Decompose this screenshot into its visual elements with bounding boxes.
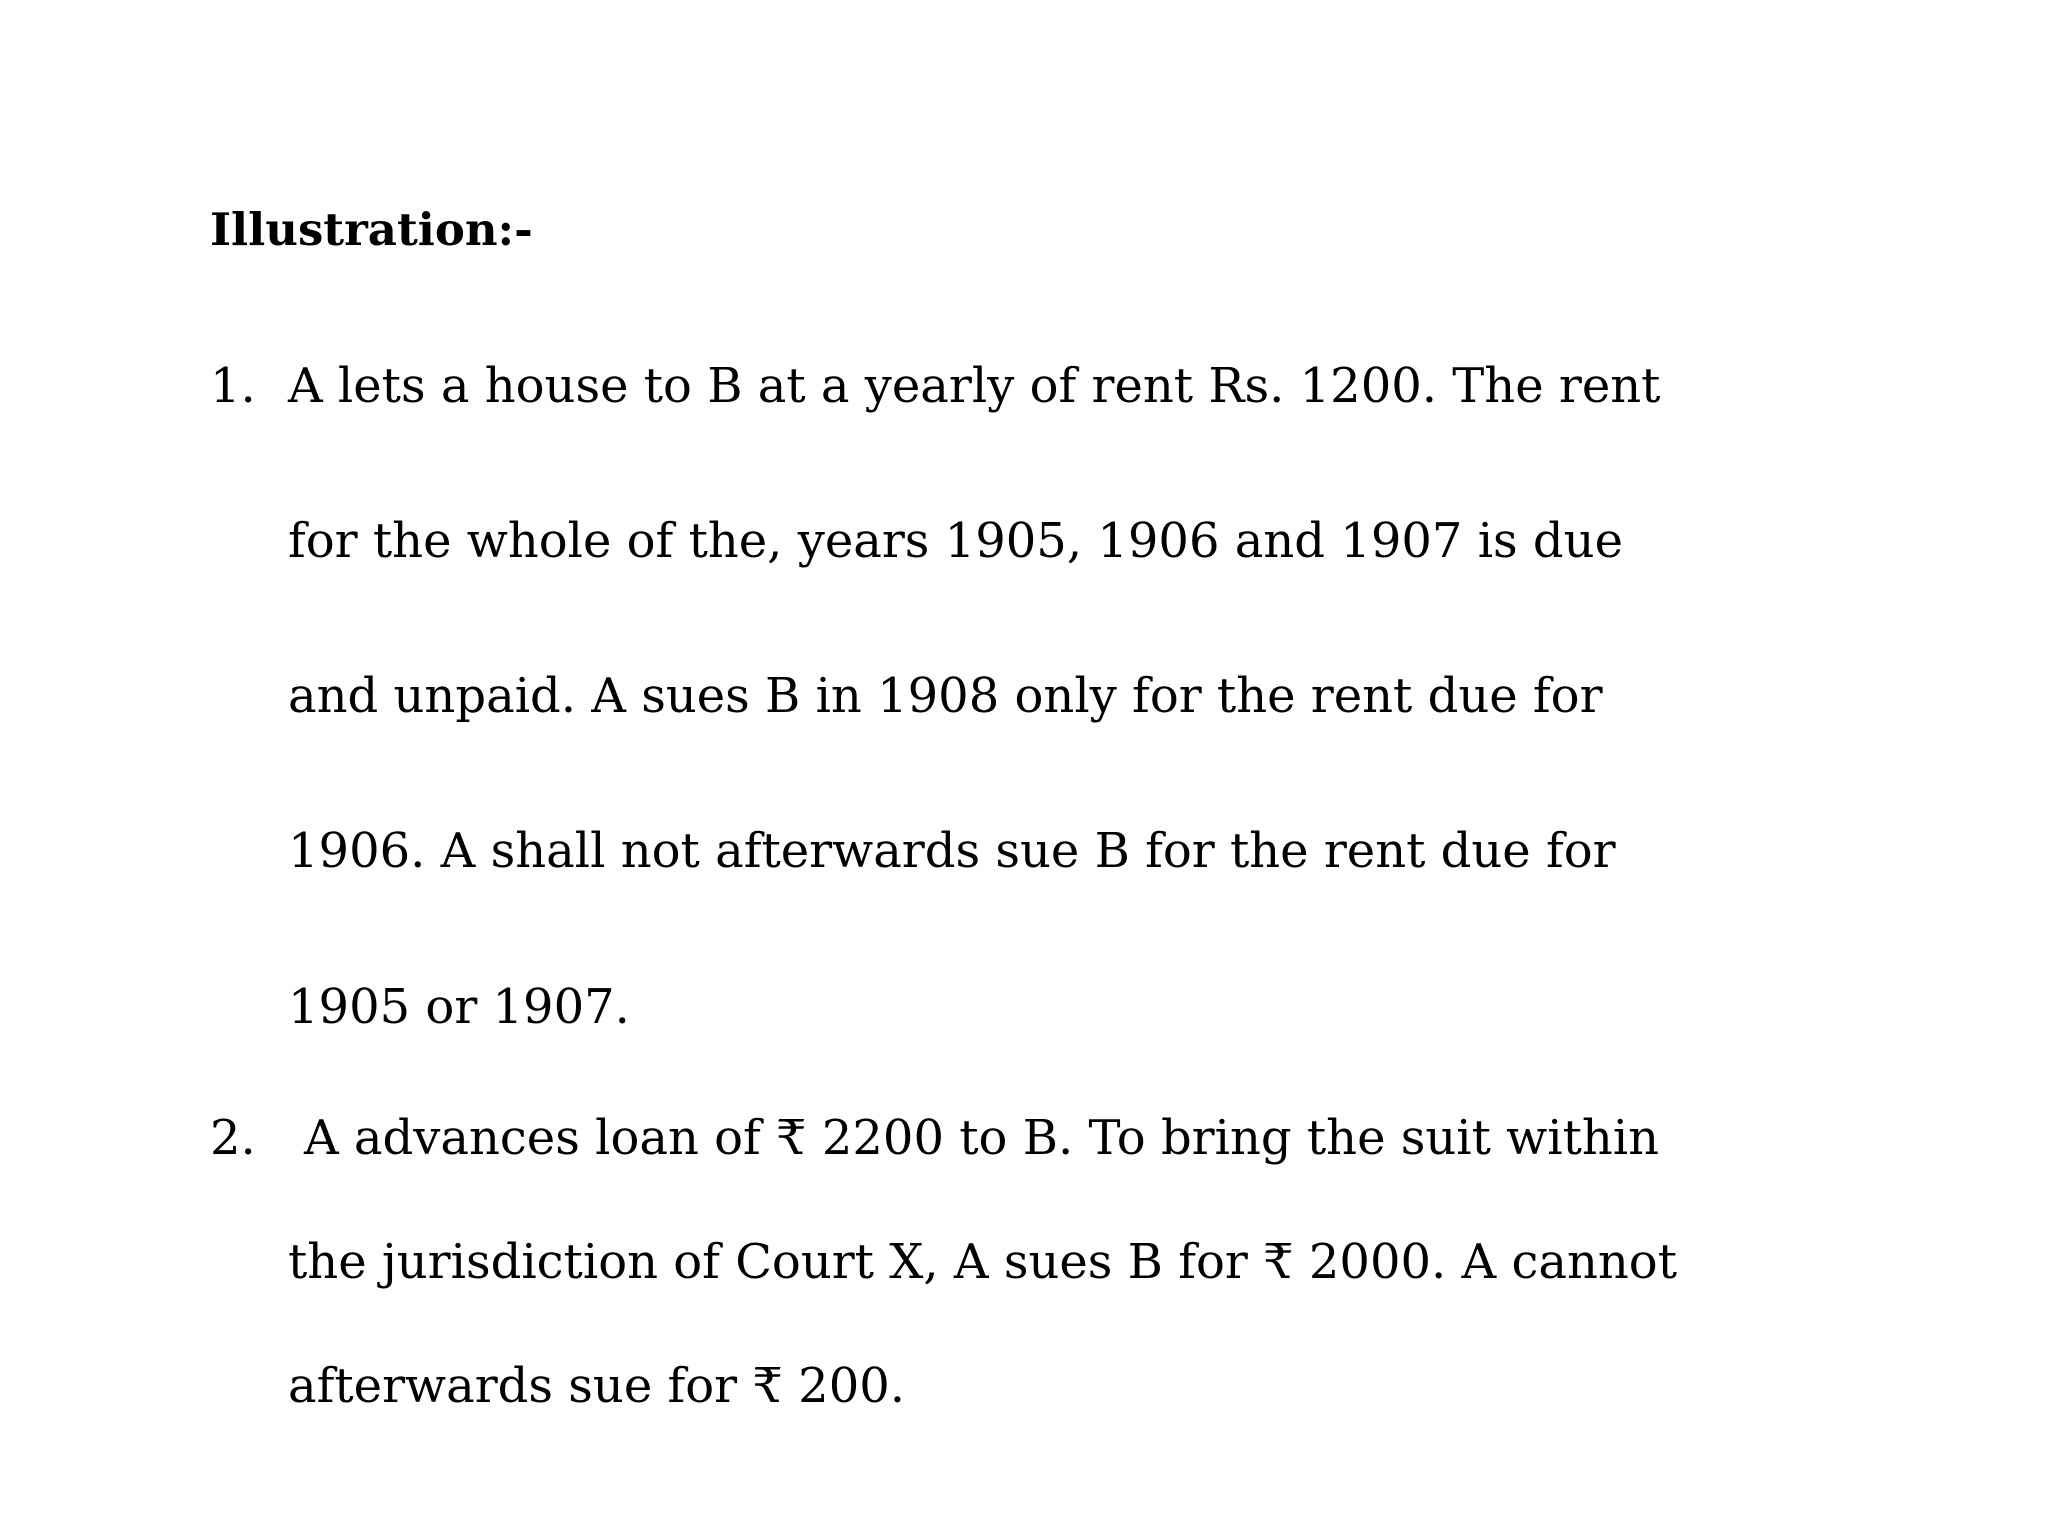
item-2-line-1: A advances loan of ₹ 2200 to B. To bring the suit within: [304, 1110, 1660, 1166]
item-1-line-5: 1905 or 1907.: [288, 979, 630, 1035]
item-2-line-3: afterwards sue for ₹ 200.: [288, 1358, 906, 1414]
item-1-number: 1.: [210, 358, 256, 414]
item-2-number: 2.: [210, 1110, 256, 1166]
item-1-line-4: 1906. A shall not afterwards sue B for the rent due for: [288, 823, 1616, 879]
item-1-line-2: for the whole of the, years 1905, 1906 and 1907 is due: [288, 513, 1623, 569]
illustration-heading: Illustration:-: [210, 203, 533, 256]
item-2-line-2: the jurisdiction of Court X, A sues B for ₹ 2000. A cannot: [288, 1234, 1677, 1290]
item-1-line-1: A lets a house to B at a yearly of rent Rs. 1200. The rent: [288, 358, 1661, 414]
item-1-line-3: and unpaid. A sues B in 1908 only for the rent due for: [288, 668, 1603, 724]
